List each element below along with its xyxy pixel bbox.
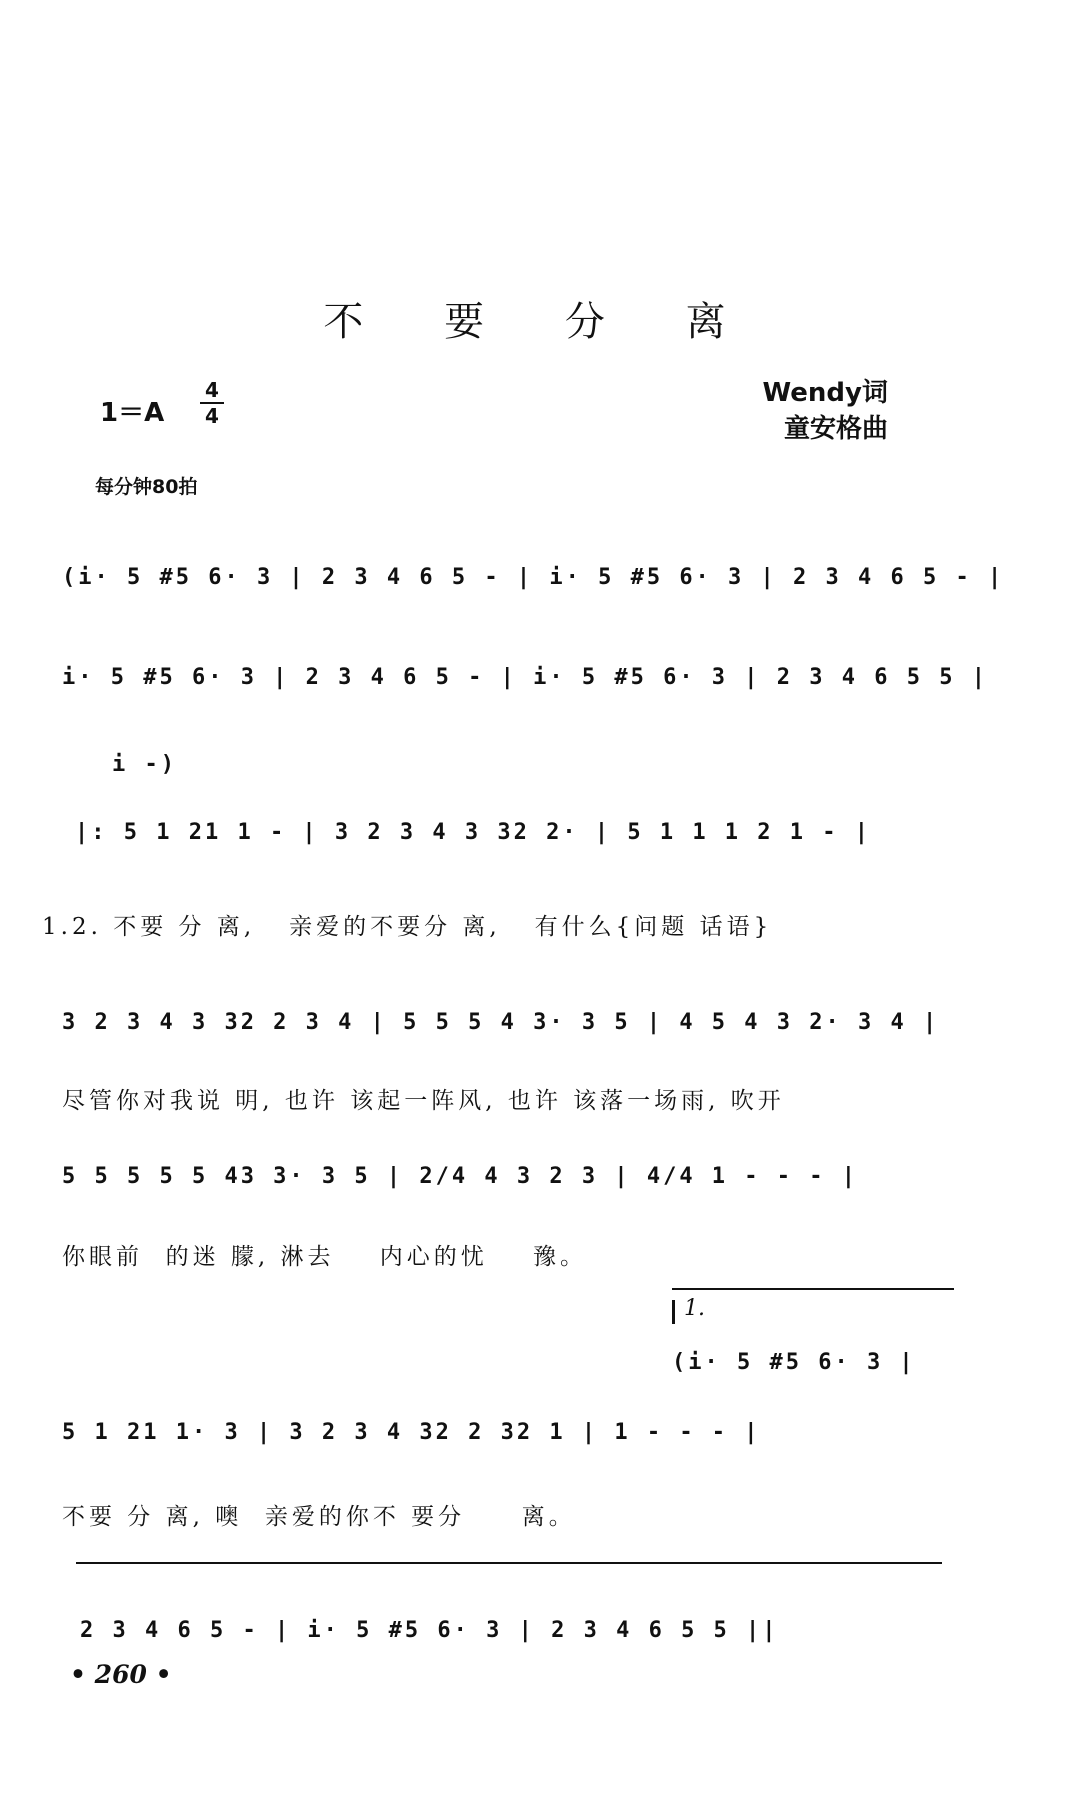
- score-line-7: (i· 5 #5 6· 3 |: [672, 1350, 916, 1375]
- volta-bracket-hook: [672, 1300, 675, 1324]
- volta-label: 1.: [684, 1296, 705, 1321]
- key-signature: 1＝A: [100, 398, 165, 428]
- score-line-5: 3 2 3 4 3 32 2 3 4 | 5 5 5 4 3· 3 5 | 4 5 4 3 2· 3 4 |: [62, 1010, 940, 1035]
- lyric-line-3: 你眼前 的迷 朦, 淋去 内心的忧 豫。: [62, 1244, 588, 1270]
- score-line-3: i -): [112, 752, 177, 777]
- lyric-line-2: 尽管你对我说 明, 也许 该起一阵风, 也许 该落一场雨, 吹开: [62, 1088, 785, 1114]
- volta-bracket: [672, 1288, 954, 1290]
- score-line-8: 5 1 21 1· 3 | 3 2 3 4 32 2 32 1 | 1 - - - |: [62, 1420, 761, 1445]
- page-number: • 260 •: [70, 1660, 172, 1689]
- lyricist-credit: Wendy词: [762, 378, 888, 408]
- score-line-1: (i· 5 #5 6· 3 | 2 3 4 6 5 - | i· 5 #5 6· 3 | 2 3 4 6 5 - |: [62, 565, 1005, 590]
- composer-credit: 童安格曲: [783, 414, 888, 444]
- lyric-line-4: 不要 分 离, 噢 亲爱的你不 要分 离。: [62, 1504, 576, 1530]
- time-signature-top: 4: [200, 378, 224, 404]
- lyric-line-1: 1.2. 不要 分 离, 亲爱的不要分 离, 有什么{问题 话语}: [42, 914, 773, 940]
- song-title: 不 要 分 离: [323, 299, 760, 345]
- system-divider: [76, 1562, 942, 1564]
- score-line-4: |: 5 1 21 1 - | 3 2 3 4 3 32 2· | 5 1 1 1 2 1 - |: [75, 820, 872, 845]
- tempo-marking: 每分钟80拍: [95, 476, 198, 498]
- score-line-9: 2 3 4 6 5 - | i· 5 #5 6· 3 | 2 3 4 6 5 5 ||: [80, 1618, 779, 1643]
- time-signature-bottom: 4: [205, 404, 219, 428]
- score-line-2: i· 5 #5 6· 3 | 2 3 4 6 5 - | i· 5 #5 6· 3 | 2 3 4 6 5 5 |: [62, 665, 988, 690]
- time-signature: [200, 378, 224, 428]
- score-line-6: 5 5 5 5 5 43 3· 3 5 | 2/4 4 3 2 3 | 4/4 1 - - - |: [62, 1164, 859, 1189]
